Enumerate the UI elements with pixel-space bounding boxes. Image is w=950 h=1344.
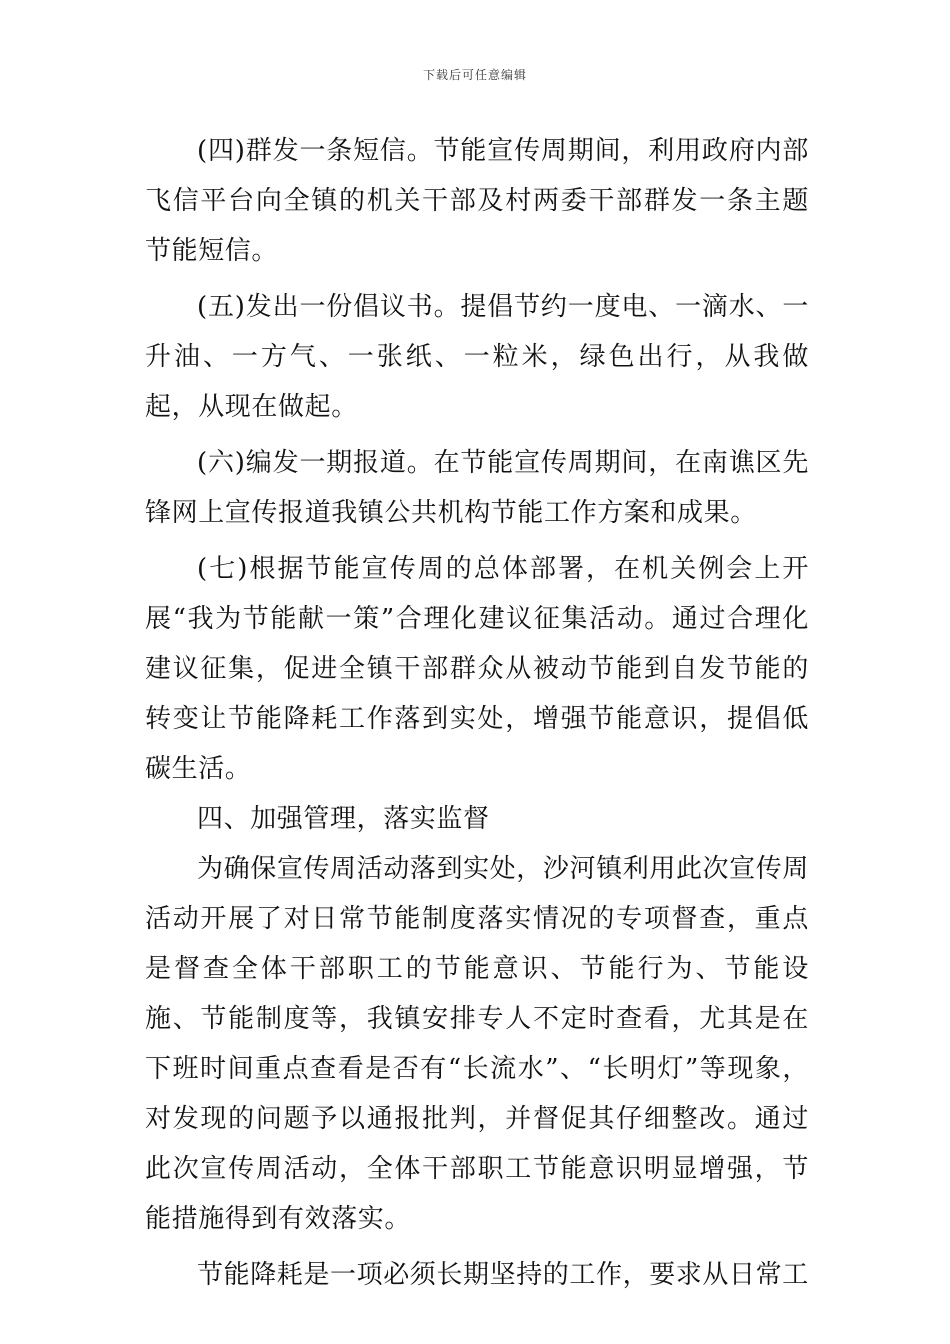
paragraph-item-5-proposal: (五)发出一份倡议书。提倡节约一度电、一滴水、一升油、一方气、一张纸、一粒米，绿色出行，从我做起，从现在做起。 (145, 292, 809, 422)
paragraph-supervision: 为确保宣传周活动落到实处，沙河镇利用此次宣传周活动开展了对日常节能制度落实情况的专项督查，重点是督查全体干部职工的节能意识、节能行为、节能设施、节能制度等，我镇安排专人不定时查看，尤其是在下班时间重点查看是否有“长流水”、“长明灯”等现象，对发现的问题予以通报批判，并督促其仔细整改。通过此次宣传周活动，全体干部职工节能意识明显增强，节能措施得到有效落实。 (145, 854, 809, 1234)
page-header-note: 下载后可任意编辑 (422, 68, 527, 82)
paragraph-conclusion: 节能降耗是一项必须长期坚持的工作，要求从日常工 (197, 1260, 809, 1290)
section-heading-management: 四、加强管理，落实监督 (197, 804, 490, 834)
document-body (145, 126, 809, 1300)
paragraph-item-7-suggestions: (七)根据节能宣传周的总体部署，在机关例会上开展“我为节能献一策”合理化建议征集活动。通过合理化建议征集，促进全镇干部群众从被动节能到自发节能的转变让节能降耗工作落到实处，增强节能意识，提倡低碳生活。 (145, 554, 809, 784)
paragraph-item-6-report: (六)编发一期报道。在节能宣传周期间，在南谯区先锋网上宣传报道我镇公共机构节能工作方案和成果。 (145, 448, 809, 528)
paragraph-item-4-sms: (四)群发一条短信。节能宣传周期间，利用政府内部飞信平台向全镇的机关干部及村两委干部群发一条主题节能短信。 (145, 136, 809, 266)
